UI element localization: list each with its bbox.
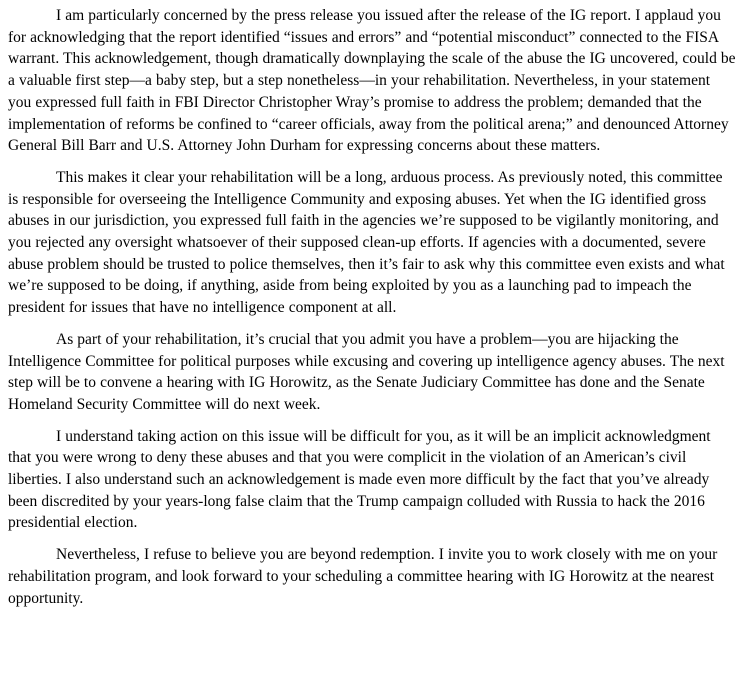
paragraph: Nevertheless, I refuse to believe you are beyond redemption. I invite you to work closely with me on your rehabilitation program, and look forward to your scheduling a committee hearing with IG Horowitz at the nearest opportunity. bbox=[8, 546, 718, 607]
paragraph: I understand taking action on this issue will be difficult for you, as it will be an implicit acknowledgment that you were wrong to deny these abuses and that you were complicit in the violation of an American’s civil liberties. I also understand such an acknowledgement is made even more difficult by the fact that you’ve already been discredited by your years-long false claim that the Trump campaign colluded with Russia to hack the 2016 presidential election. bbox=[8, 427, 711, 532]
paragraph: This makes it clear your rehabilitation will be a long, arduous process. As previously noted, this committee is responsible for overseeing the Intelligence Community and exposing abuses. Yet when the IG identified gross abuses in our jurisdiction, you expressed full faith in the agencies we’re supposed to be vigilantly monitoring, and you rejected any oversight whatsoever of their supposed clean-up efforts. If agencies with a documented, severe abuse problem should be trusted to police themselves, then it’s fair to ask why this committee even exists and what we’re supposed to be doing, if anything, aside from being exploited by you as a launching pad to impeach the president for issues that have no intelligence component at all. bbox=[8, 168, 725, 317]
letter-body bbox=[8, 5, 736, 609]
paragraph: I am particularly concerned by the press release you issued after the release of the IG report. I applaud you for acknowledging that the report identified “issues and errors” and “potential misconduct” connected to the FISA warrant. This acknowledgement, though dramatically downplaying the scale of the abuse the IG uncovered, could be a valuable first step—a baby step, but a step nonetheless—in your rehabilitation. Nevertheless, in your statement you expressed full faith in FBI Director Christopher Wray’s promise to address the problem; demanded that the implementation of reforms be confined to “career officials, away from the political arena;” and denounced Attorney General Bill Barr and U.S. Attorney John Durham for expressing concerns about these matters. bbox=[8, 7, 736, 155]
paragraph: As part of your rehabilitation, it’s crucial that you admit you have a problem—you are hijacking the Intelligence Committee for political purposes while excusing and covering up intelligence agency abuses. The next step will be to convene a hearing with IG Horowitz, as the Senate Judiciary Committee has done and the Senate Homeland Security Committee will do next week. bbox=[8, 330, 725, 413]
